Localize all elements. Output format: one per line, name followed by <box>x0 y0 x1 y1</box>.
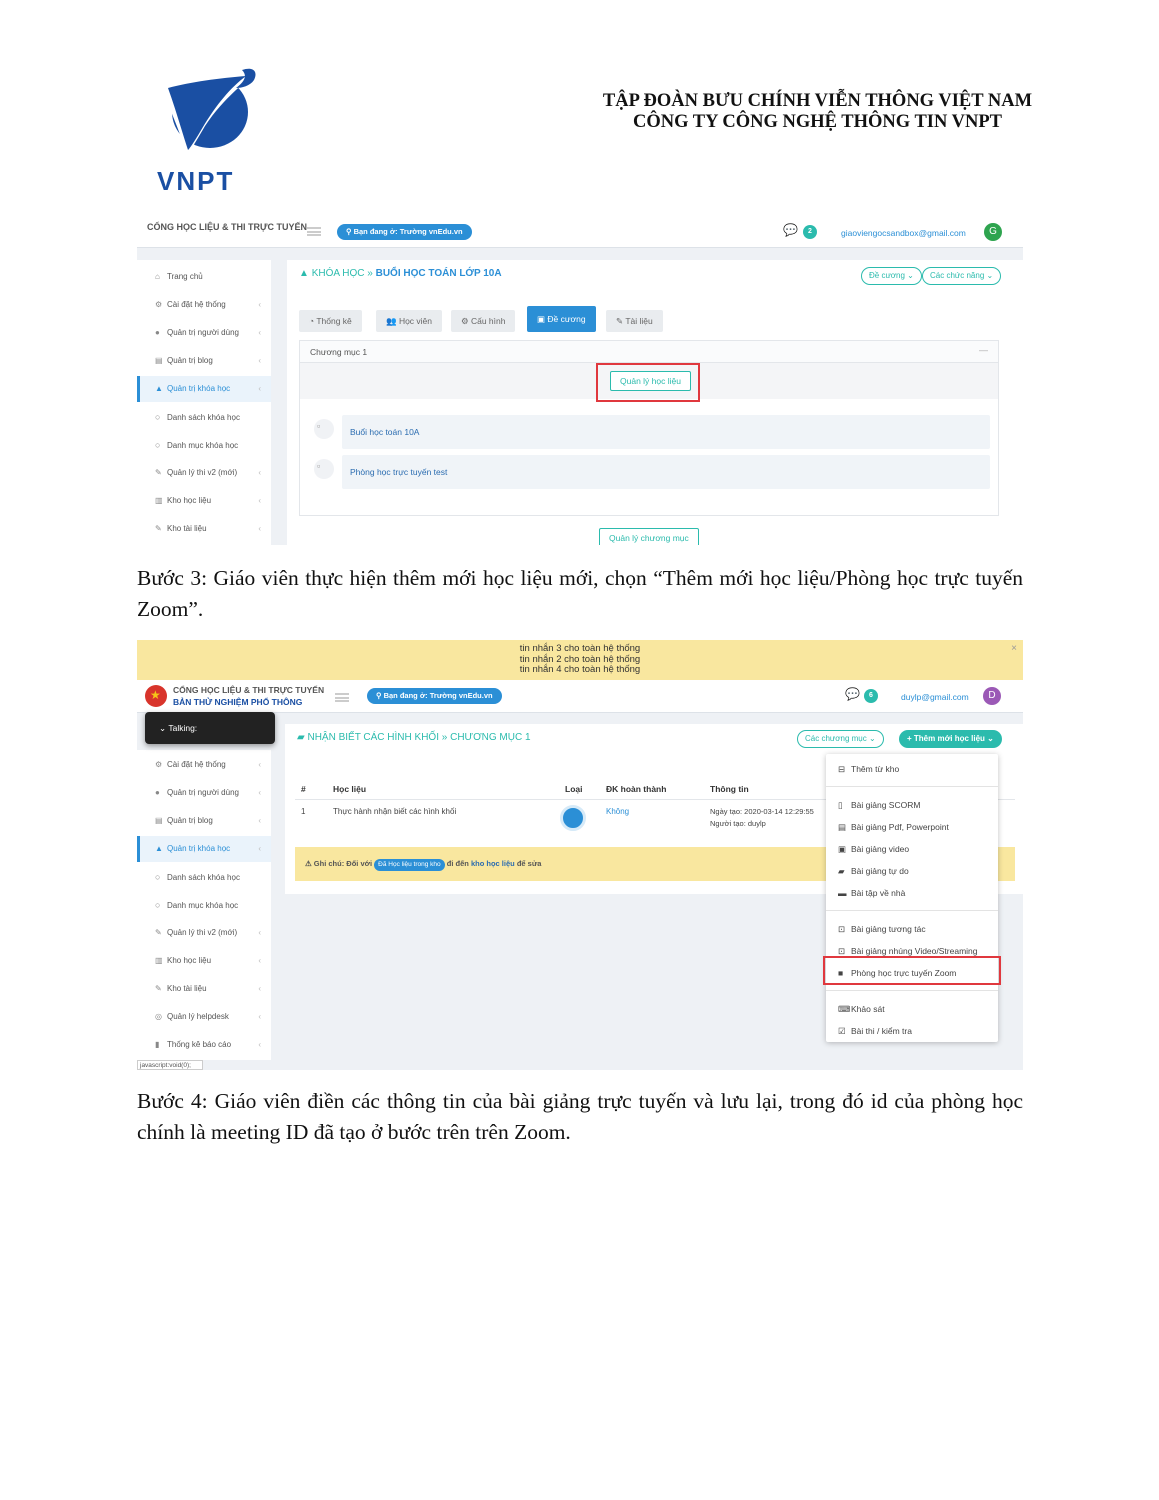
edit-icon: ✎ <box>155 468 162 477</box>
add-material-dropdown <box>826 754 998 1042</box>
sidebar-item[interactable] <box>137 920 271 946</box>
keyboard-icon: ⌨ <box>838 1004 851 1014</box>
column-header: ĐK hoàn thành <box>606 784 667 794</box>
notice-line: tin nhắn 3 cho toàn hệ thống <box>519 643 641 654</box>
row-created: Ngày tạo: 2020-03-14 12:29:55 <box>710 807 814 816</box>
menu-item[interactable] <box>826 1020 998 1042</box>
step-4-text: Bước 4: Giáo viên điền các thông tin của bài giảng trực tuyến và lưu lại, trong đó id của phòng học chính là meeting ID đã tạo ở bước trên trên Zoom. <box>137 1089 1023 1144</box>
corporate-line-2: CÔNG TY CÔNG NGHỆ THÔNG TIN VNPT <box>632 112 1003 132</box>
sidebar-item[interactable] <box>137 808 271 834</box>
manage-sections-button[interactable]: Quản lý chương mục <box>599 528 699 545</box>
circle-icon: ○ <box>155 412 161 422</box>
graduation-cap-icon: ▲ <box>155 844 163 853</box>
tab-bar <box>299 310 699 336</box>
book-icon: ▰ <box>838 866 845 876</box>
sidebar-item[interactable] <box>137 892 271 918</box>
menu-item-label: Bài giảng video <box>851 844 910 854</box>
location-pin-icon: ⚲ <box>346 227 354 236</box>
menu-divider <box>826 786 998 787</box>
column-header: # <box>301 784 306 794</box>
sidebar-item-label: Quản trị blog <box>167 356 213 365</box>
vnpt-logo <box>150 66 260 196</box>
menu-divider <box>826 910 998 911</box>
chevron-left-icon: ‹ <box>258 760 261 769</box>
presentation-icon: ⊡ <box>838 924 846 934</box>
sidebar-item-label: Danh sách khóa học <box>167 413 240 422</box>
sidebar-item-label: Danh mục khóa học <box>167 441 239 450</box>
column-header: Loại <box>565 784 583 794</box>
warning-note-prefix: ⚠ Ghi chú: Đối với <box>305 859 373 868</box>
chevron-left-icon: ‹ <box>258 816 261 825</box>
chevron-left-icon: ‹ <box>258 524 261 533</box>
chevron-left-icon: ‹ <box>258 468 261 477</box>
row-completion: Không <box>606 807 630 816</box>
status-url: javascript:void(0); <box>137 1060 203 1070</box>
screenshot-add-material <box>137 640 1023 1070</box>
sidebar-item[interactable] <box>137 836 271 862</box>
logo-text: VNPT <box>157 166 235 196</box>
notice-line: tin nhắn 4 cho toàn hệ thống <box>519 664 641 675</box>
paperclip-icon: ✎ <box>155 524 162 533</box>
chevron-left-icon: ‹ <box>258 1012 261 1021</box>
menu-item[interactable] <box>826 758 998 780</box>
presentation-icon <box>560 805 586 831</box>
chat-count-badge: 2 <box>803 225 817 239</box>
user-icon: ● <box>155 328 160 337</box>
location-pill[interactable] <box>367 688 502 704</box>
video-camera-icon: ■ <box>838 968 844 978</box>
sidebar <box>137 260 271 545</box>
portal-brand: CỔNG HỌC LIỆU & THI TRỰC TUYẾN <box>147 222 307 232</box>
sidebar-item-label: Quản lý thi v2 (mới) <box>167 468 238 477</box>
chevron-left-icon: ‹ <box>258 844 261 853</box>
file-pdf-icon: ▤ <box>838 822 847 832</box>
portal-subtitle: BẢN THỬ NGHIỆM PHỔ THÔNG <box>173 697 303 707</box>
sidebar-item-label: Kho học liệu <box>167 496 212 505</box>
menu-item-label: Bài thi / kiểm tra <box>851 1026 912 1036</box>
collapse-icon[interactable]: — <box>979 345 988 355</box>
chevron-left-icon: ‹ <box>258 496 261 505</box>
tab-config[interactable]: ⚙ Cấu hình <box>451 310 515 332</box>
corporate-line-1: TẬP ĐOÀN BƯU CHÍNH VIỄN THÔNG VIỆT NAM <box>602 91 1033 111</box>
bookmark-icon: ▯ <box>838 800 843 810</box>
graduation-cap-icon: ▲ <box>155 384 163 393</box>
highlight-box <box>823 956 1001 985</box>
sidebar-item[interactable] <box>137 292 271 318</box>
breadcrumb <box>299 268 502 279</box>
sidebar-item[interactable] <box>137 752 271 778</box>
warehouse-link[interactable]: kho học liệu <box>470 859 515 868</box>
sidebar-item[interactable] <box>137 460 271 486</box>
blog-icon: ▤ <box>155 816 163 825</box>
breadcrumb-current: CHƯƠNG MỤC 1 <box>450 732 531 743</box>
breadcrumb-separator: » <box>438 732 451 743</box>
menu-item-label: Phòng học trực tuyến Zoom <box>851 968 957 978</box>
top-bar <box>137 680 1023 713</box>
sidebar-item-label: Trang chủ <box>167 272 203 281</box>
notice-line: tin nhắn 2 cho toàn hệ thống <box>519 653 641 665</box>
menu-item-label: Bài giảng tương tác <box>851 924 926 934</box>
sidebar-item[interactable] <box>137 432 271 458</box>
functions-dropdown-button[interactable]: Các chức năng ⌄ <box>922 267 1001 285</box>
chat-count-badge: 6 <box>864 689 878 703</box>
section-title: Chương mục 1 <box>310 347 368 357</box>
note-text: để sửa <box>516 859 542 868</box>
sidebar-item[interactable] <box>137 320 271 346</box>
chat-icon[interactable]: 💬 <box>783 223 798 237</box>
bank-icon: ▥ <box>155 496 163 505</box>
gear-icon: ⚙ <box>155 760 163 769</box>
chevron-left-icon: ‹ <box>258 384 261 393</box>
book-icon: ▰ <box>297 732 308 743</box>
sidebar-item-label: Quản trị người dùng <box>167 328 239 337</box>
sidebar-item[interactable] <box>137 404 271 430</box>
chevron-down-icon: ⌄ <box>159 723 169 733</box>
row-creator: Người tạo: duylp <box>710 819 766 828</box>
sidebar-item[interactable] <box>137 348 271 374</box>
sidebar-item[interactable] <box>137 1004 271 1030</box>
breadcrumb-current: BUỔI HỌC TOÁN LỚP 10A <box>375 268 502 279</box>
chevron-left-icon: ‹ <box>258 300 261 309</box>
menu-item-label: Khảo sát <box>851 1004 885 1014</box>
breadcrumb-root[interactable]: NHẬN BIẾT CÁC HÌNH KHỐI <box>307 732 439 743</box>
row-index: 1 <box>301 807 306 816</box>
tab-students[interactable]: 👥 Học viên <box>376 310 442 332</box>
row-material-name[interactable]: Thực hành nhận biết các hình khối <box>333 807 457 816</box>
folder-icon: ▬ <box>838 888 847 898</box>
chevron-left-icon: ‹ <box>258 328 261 337</box>
sidebar-item-label: Danh mục khóa học <box>167 901 239 910</box>
note-tag: Đã Học liệu trong kho <box>374 859 445 871</box>
circle-icon: ○ <box>155 872 161 882</box>
database-icon: ⊟ <box>838 764 846 774</box>
blog-icon: ▤ <box>155 356 163 365</box>
section-header <box>300 341 998 363</box>
sidebar-item-label: Quản trị khóa học <box>167 844 231 853</box>
bar-chart-icon: ▮ <box>155 1040 160 1049</box>
breadcrumb-separator: » <box>364 268 376 279</box>
menu-item-label: Bài tập về nhà <box>851 888 906 898</box>
menu-item-label: Bài giảng Pdf, Powerpoint <box>851 822 949 832</box>
list-item[interactable]: Phòng học trực tuyến test <box>342 455 990 489</box>
file-video-icon: ▣ <box>838 844 847 854</box>
sidebar-item[interactable] <box>137 376 271 402</box>
user-email[interactable]: duylp@gmail.com <box>901 692 969 702</box>
sidebar-item-label: Thống kê báo cáo <box>167 1040 232 1049</box>
location-label: Bạn đang ở: Trường vnEdu.vn <box>353 227 463 236</box>
menu-item[interactable] <box>826 918 998 940</box>
sidebar-item[interactable] <box>137 864 271 890</box>
bank-icon: ▥ <box>155 956 163 965</box>
sidebar-item[interactable] <box>137 488 271 514</box>
sidebar-item-label: Quản trị người dùng <box>167 788 239 797</box>
lifebuoy-icon: ◎ <box>155 1012 162 1021</box>
chevron-left-icon: ‹ <box>258 956 261 965</box>
home-icon: ⌂ <box>155 272 160 281</box>
menu-divider <box>826 990 998 991</box>
menu-item[interactable] <box>826 860 998 882</box>
manage-materials-button[interactable]: Quản lý học liệu <box>610 371 691 391</box>
sidebar-item[interactable] <box>137 780 271 806</box>
avatar[interactable]: D <box>983 687 1001 705</box>
hamburger-icon[interactable] <box>307 227 321 236</box>
broken-image-icon: ▫ <box>314 459 334 479</box>
main-content <box>287 260 1023 545</box>
outline-dropdown-button[interactable]: Đề cương ⌄ <box>861 267 922 285</box>
note-text: đi đến <box>446 859 469 868</box>
breadcrumb-root[interactable]: KHÓA HỌC <box>311 268 365 279</box>
tab-statistics[interactable]: ◔ Thống kê <box>299 310 362 332</box>
column-header: Thông tin <box>710 784 749 794</box>
sidebar-item-label: Cài đặt hệ thống <box>167 760 226 769</box>
sidebar <box>137 750 271 1060</box>
menu-item-label: Bài giảng nhúng Video/Streaming <box>851 946 978 956</box>
sidebar-item[interactable] <box>137 1032 271 1058</box>
column-header: Học liệu <box>333 784 367 794</box>
user-email[interactable]: giaoviengocsandbox@gmail.com <box>841 228 966 238</box>
sidebar-item[interactable] <box>137 948 271 974</box>
avatar[interactable]: G <box>984 223 1002 241</box>
menu-item[interactable] <box>826 794 998 816</box>
corporate-heading <box>560 91 1075 133</box>
system-notice-bar <box>137 640 1023 680</box>
menu-item-label: Thêm từ kho <box>851 764 900 774</box>
menu-item[interactable] <box>826 816 998 838</box>
menu-item-label: Bài giảng SCORM <box>851 800 921 810</box>
close-icon[interactable]: × <box>1011 643 1017 654</box>
menu-item[interactable] <box>826 882 998 904</box>
list-item[interactable]: Buổi học toán 10A <box>342 415 990 449</box>
sidebar-item[interactable] <box>137 264 271 290</box>
gear-icon: ⚙ <box>155 300 163 309</box>
sidebar-item-label: Quản lý thi v2 (mới) <box>167 928 238 937</box>
chevron-left-icon: ‹ <box>258 984 261 993</box>
sidebar-item-label: Danh sách khóa học <box>167 873 240 882</box>
edit-icon: ✎ <box>155 928 162 937</box>
sidebar-item-label: Quản trị khóa học <box>167 384 231 393</box>
tab-outline[interactable]: ▣ Đề cương <box>527 306 596 332</box>
top-bar <box>137 208 1023 248</box>
chat-icon[interactable]: 💬 <box>845 687 860 701</box>
location-pin-icon: ⚲ <box>376 691 384 700</box>
step-3-text: Bước 3: Giáo viên thực hiện thêm mới học liệu mới, chọn “Thêm mới học liệu/Phòng học trực tuyến Zoom”. <box>137 566 1023 621</box>
sidebar-item-label: Kho tài liệu <box>167 524 207 533</box>
highlight-box <box>596 363 700 402</box>
broken-image-icon: ▫ <box>314 419 334 439</box>
sidebar-item-label: Quản trị blog <box>167 816 213 825</box>
emblem-icon: ★ <box>145 685 167 707</box>
circle-icon: ○ <box>155 440 161 450</box>
location-label: Bạn đang ở: Trường vnEdu.vn <box>383 691 493 700</box>
sidebar-item-label: Kho tài liệu <box>167 984 207 993</box>
circle-icon: ○ <box>155 900 161 910</box>
talking-panel[interactable] <box>145 712 275 744</box>
hamburger-icon[interactable] <box>335 693 349 702</box>
chevron-left-icon: ‹ <box>258 356 261 365</box>
vnpt-logo-icon <box>150 66 260 158</box>
location-pill[interactable] <box>337 224 472 240</box>
section-panel <box>299 340 999 516</box>
sidebar-item-label: Kho học liệu <box>167 956 212 965</box>
paperclip-icon: ✎ <box>155 984 162 993</box>
add-material-button[interactable]: + Thêm mới học liệu ⌄ <box>899 730 1002 748</box>
chevron-left-icon: ‹ <box>258 928 261 937</box>
sidebar-item-label: Cài đặt hệ thống <box>167 300 226 309</box>
tab-documents[interactable]: ✎ Tài liệu <box>606 310 663 332</box>
menu-item[interactable] <box>826 998 998 1020</box>
sidebar-item[interactable] <box>137 976 271 1002</box>
sections-dropdown-button[interactable]: Các chương mục ⌄ <box>797 730 884 748</box>
breadcrumb <box>297 732 531 743</box>
presentation-icon: ⊡ <box>838 946 846 956</box>
chevron-left-icon: ‹ <box>258 788 261 797</box>
sidebar-item[interactable] <box>137 516 271 542</box>
chevron-left-icon: ‹ <box>258 1040 261 1049</box>
screenshot-course-outline <box>137 208 1023 545</box>
user-icon: ● <box>155 788 160 797</box>
checkbox-icon: ☑ <box>838 1026 846 1036</box>
menu-item-label: Bài giảng tự do <box>851 866 909 876</box>
portal-brand: CỔNG HỌC LIỆU & THI TRỰC TUYẾN <box>173 685 325 695</box>
sidebar-item-label: Quản lý helpdesk <box>167 1012 229 1021</box>
menu-item[interactable] <box>826 838 998 860</box>
talking-label: Talking: <box>168 723 198 733</box>
graduation-cap-icon: ▲ <box>299 268 312 279</box>
